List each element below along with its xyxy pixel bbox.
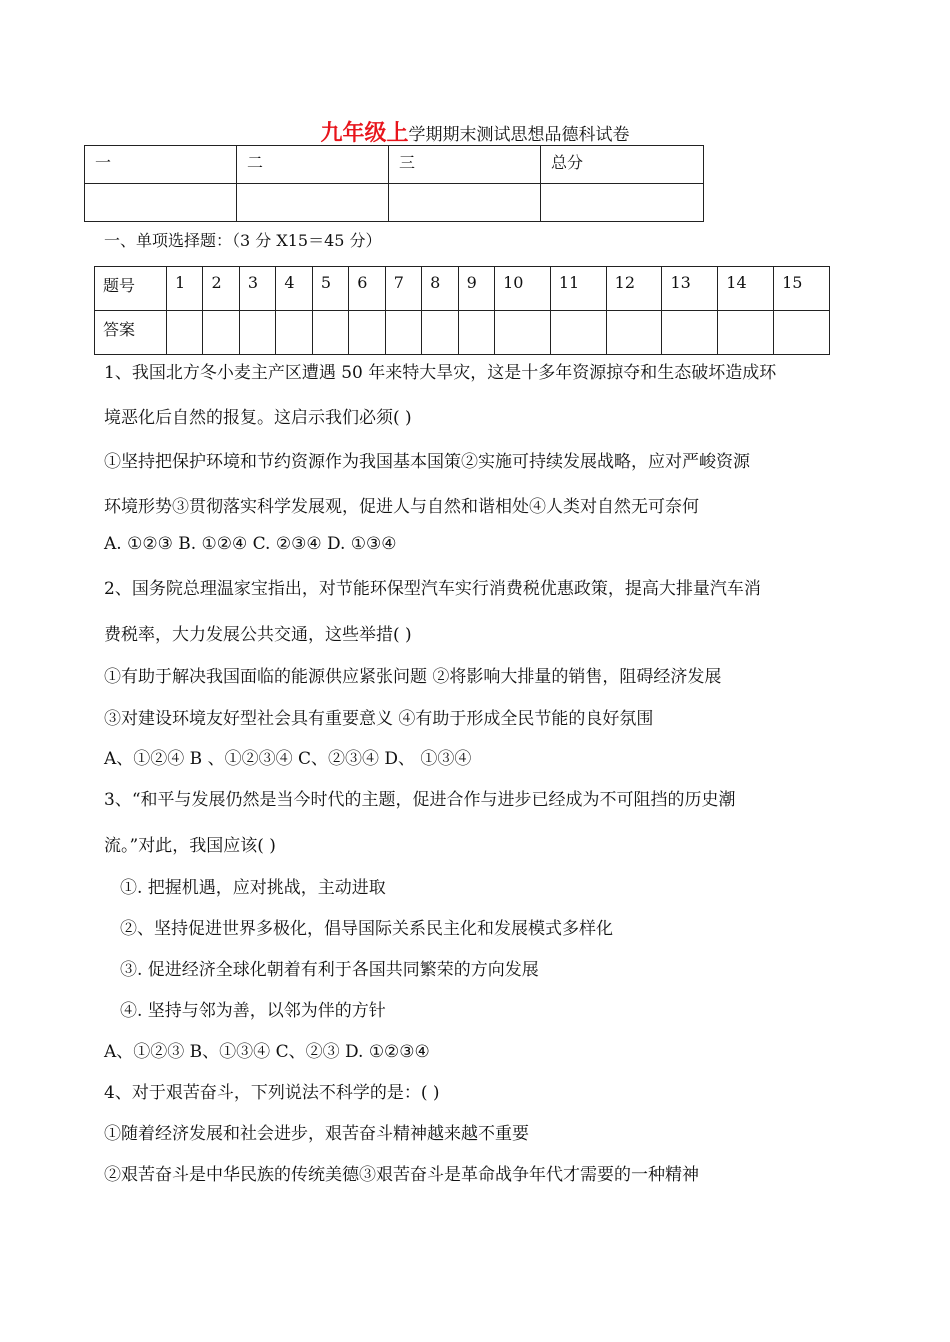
question-text: 费税率，大力发展公共交通，这些举措( ) xyxy=(104,625,412,645)
question-number-row xyxy=(95,267,830,311)
score-value-cell[interactable] xyxy=(85,184,237,222)
section-heading: 一、单项选择题：（3 分 X15＝45 分） xyxy=(104,231,382,250)
question-number: 12 xyxy=(606,267,662,311)
question-number: 7 xyxy=(385,267,421,311)
score-value-cell[interactable] xyxy=(389,184,541,222)
score-header-cell: 三 xyxy=(389,146,541,184)
option-statement: ③. 促进经济全球化朝着有利于各国共同繁荣的方向发展 xyxy=(120,960,539,980)
answer-cell[interactable] xyxy=(718,311,774,355)
answer-cell[interactable] xyxy=(662,311,718,355)
answer-choices: A、①②③ B、①③④ C、②③ D. ①②③④ xyxy=(104,1042,430,1062)
answer-cell[interactable] xyxy=(203,311,239,355)
question-number: 13 xyxy=(662,267,718,311)
answer-cell[interactable] xyxy=(276,311,312,355)
question-number: 1 xyxy=(167,267,203,311)
title-highlight: 九年级上 xyxy=(320,120,409,146)
answer-cell[interactable] xyxy=(239,311,275,355)
question-number: 11 xyxy=(550,267,606,311)
score-header-cell: 二 xyxy=(237,146,389,184)
row-label: 答案 xyxy=(95,311,167,355)
question-text: 4、对于艰苦奋斗，下列说法不科学的是：( ) xyxy=(104,1083,440,1103)
question-text: 境恶化后自然的报复。这启示我们必须( ) xyxy=(104,408,412,428)
option-statements: ①坚持把保护环境和节约资源作为我国基本国策②实施可持续发展战略，应对严峻资源 xyxy=(104,452,750,472)
answer-cell[interactable] xyxy=(774,311,830,355)
option-statements: ③对建设环境友好型社会具有重要意义 ④有助于形成全民节能的良好氛围 xyxy=(104,709,654,729)
answer-cell[interactable] xyxy=(422,311,458,355)
question-number: 4 xyxy=(276,267,312,311)
option-statements: ①有助于解决我国面临的能源供应紧张问题 ②将影响大排量的销售，阻碍经济发展 xyxy=(104,667,722,687)
question-text: 3、“和平与发展仍然是当今时代的主题，促进合作与进步已经成为不可阻挡的历史潮 xyxy=(104,790,736,810)
title-rest: 学期期末测试思想品德科试卷 xyxy=(408,125,630,145)
answer-cell[interactable] xyxy=(458,311,494,355)
option-statement: ①随着经济发展和社会进步，艰苦奋斗精神越来越不重要 xyxy=(104,1124,529,1144)
option-statements: 环境形势③贯彻落实科学发展观，促进人与自然和谐相处④人类对自然无可奈何 xyxy=(104,497,699,517)
question-number: 3 xyxy=(239,267,275,311)
answer-choices: A、①②④ B 、①②③④ C、②③④ D、 ①③④ xyxy=(104,749,472,769)
answer-cell[interactable] xyxy=(349,311,385,355)
answer-cell[interactable] xyxy=(385,311,421,355)
answer-cell[interactable] xyxy=(495,311,551,355)
score-value-row xyxy=(85,184,704,222)
question-number: 9 xyxy=(458,267,494,311)
question-number: 2 xyxy=(203,267,239,311)
page-title xyxy=(0,120,950,148)
question-text: 2、国务院总理温家宝指出，对节能环保型汽车实行消费税优惠政策，提高大排量汽车消 xyxy=(104,579,761,599)
score-header-row xyxy=(85,146,704,184)
question-number: 6 xyxy=(349,267,385,311)
answer-cell[interactable] xyxy=(312,311,348,355)
option-statement: ④. 坚持与邻为善，以邻为伴的方针 xyxy=(120,1001,386,1021)
score-header-cell: 总分 xyxy=(541,146,704,184)
option-statement: ②、坚持促进世界多极化，倡导国际关系民主化和发展模式多样化 xyxy=(120,919,613,939)
question-number: 15 xyxy=(774,267,830,311)
question-number: 10 xyxy=(495,267,551,311)
question-number: 14 xyxy=(718,267,774,311)
answer-table xyxy=(94,266,830,355)
question-text: 1、我国北方冬小麦主产区遭遇 50 年来特大旱灾，这是十多年资源掠夺和生态破坏造成环 xyxy=(104,363,777,383)
answer-choices: A. ①②③ B. ①②④ C. ②③④ D. ①③④ xyxy=(104,534,397,554)
question-number: 5 xyxy=(312,267,348,311)
answer-cell[interactable] xyxy=(550,311,606,355)
answer-row xyxy=(95,311,830,355)
question-text: 流。”对此，我国应该( ) xyxy=(104,836,276,856)
option-statement: ①. 把握机遇，应对挑战，主动进取 xyxy=(120,878,386,898)
score-value-cell[interactable] xyxy=(237,184,389,222)
score-table xyxy=(84,145,704,222)
question-number: 8 xyxy=(422,267,458,311)
score-value-cell[interactable] xyxy=(541,184,704,222)
answer-cell[interactable] xyxy=(606,311,662,355)
score-header-cell: 一 xyxy=(85,146,237,184)
row-label: 题号 xyxy=(95,267,167,311)
answer-cell[interactable] xyxy=(167,311,203,355)
option-statement: ②艰苦奋斗是中华民族的传统美德③艰苦奋斗是革命战争年代才需要的一种精神 xyxy=(104,1165,699,1185)
